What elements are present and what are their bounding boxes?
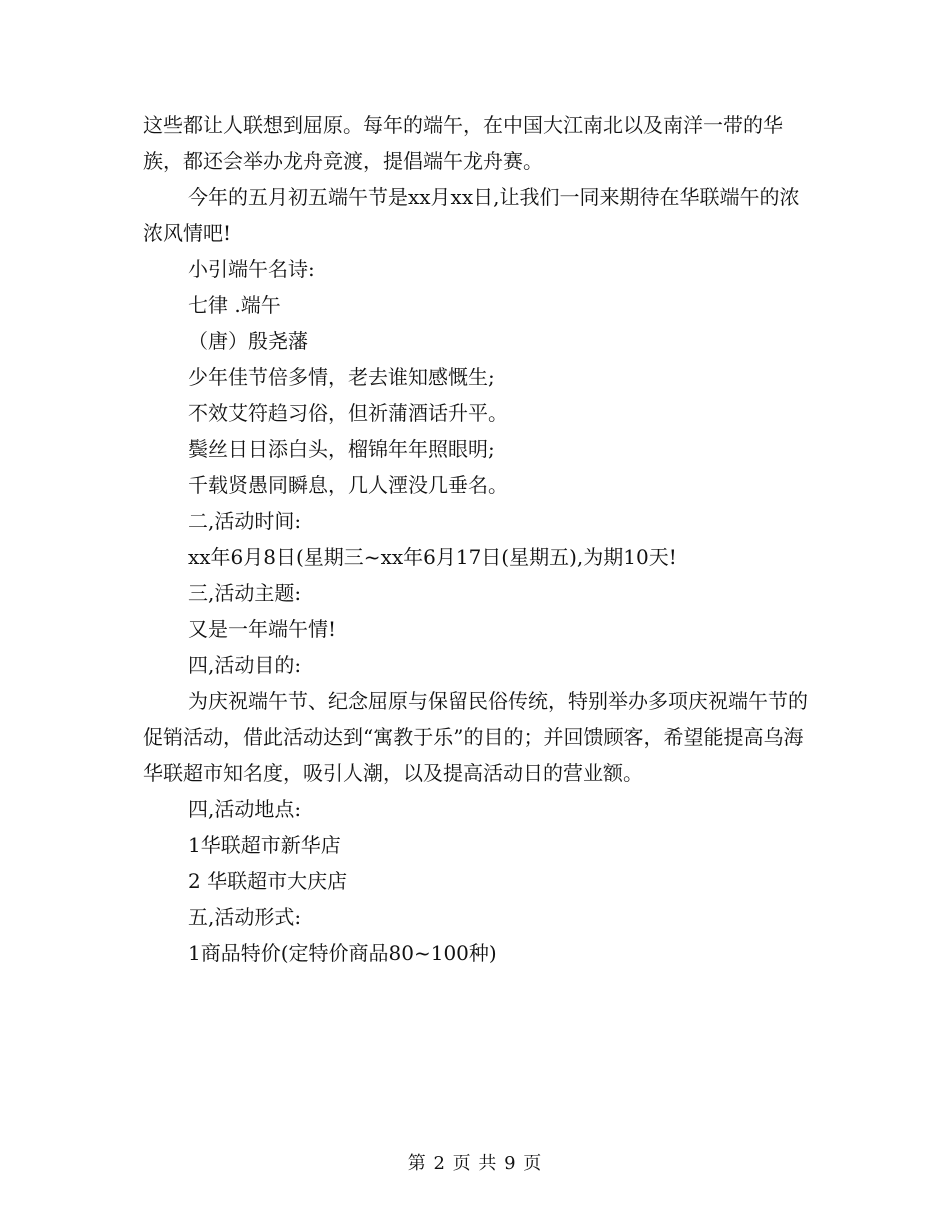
page-body: [143, 107, 808, 971]
section-heading-theme: 三,活动主题:: [188, 581, 302, 605]
poem-line-2: 不效艾符趋习俗，但祈蒲酒话升平。: [188, 401, 508, 425]
activity-theme-value: 又是一年端午情!: [188, 617, 337, 641]
section-heading-time: 二,活动时间:: [188, 509, 302, 533]
activity-purpose-text: 为庆祝端午节、纪念屈原与保留民俗传统，特别举办多项庆祝端午节的促销活动，借此活动达到“寓教于乐”的目的；并回馈顾客，希望能提高乌海华联超市知名度，吸引人潮，以及提高活动日的营业额。: [143, 689, 808, 785]
section-heading-location: 四,活动地点:: [188, 797, 302, 821]
location-item-2: 2 华联超市大庆店: [188, 869, 348, 893]
paragraph-festival-date: 今年的五月初五端午节是xx月xx日,让我们一同来期待在华联端午的浓浓风情吧!: [143, 185, 800, 245]
paragraph-intro-continued: 这些都让人联想到屈原。每年的端午，在中国大江南北以及南洋一带的华族，都还会举办龙舟竞渡，提倡端午龙舟赛。: [143, 113, 783, 173]
poem-line-3: 鬓丝日日添白头，榴锦年年照眼明;: [188, 437, 495, 461]
activity-time-value: xx年6月8日(星期三~xx年6月17日(星期五),为期10天!: [188, 545, 677, 569]
poem-line-4: 千载贤愚同瞬息，几人湮没几垂名。: [188, 473, 508, 497]
section-heading-purpose: 四,活动目的:: [188, 653, 302, 677]
section-heading-format: 五,活动形式:: [188, 905, 302, 929]
page-number-footer: 第 2 页 共 9 页: [407, 1153, 543, 1174]
poem-author: （唐）殷尧藩: [188, 329, 308, 353]
poem-heading: 小引端午名诗:: [188, 257, 315, 281]
poem-line-1: 少年佳节倍多情，老去谁知感慨生;: [188, 365, 495, 389]
poem-title: 七律 .端午: [188, 293, 281, 317]
location-item-1: 1华联超市新华店: [188, 833, 341, 857]
format-item-1: 1商品特价(定特价商品80~100种): [188, 941, 497, 965]
